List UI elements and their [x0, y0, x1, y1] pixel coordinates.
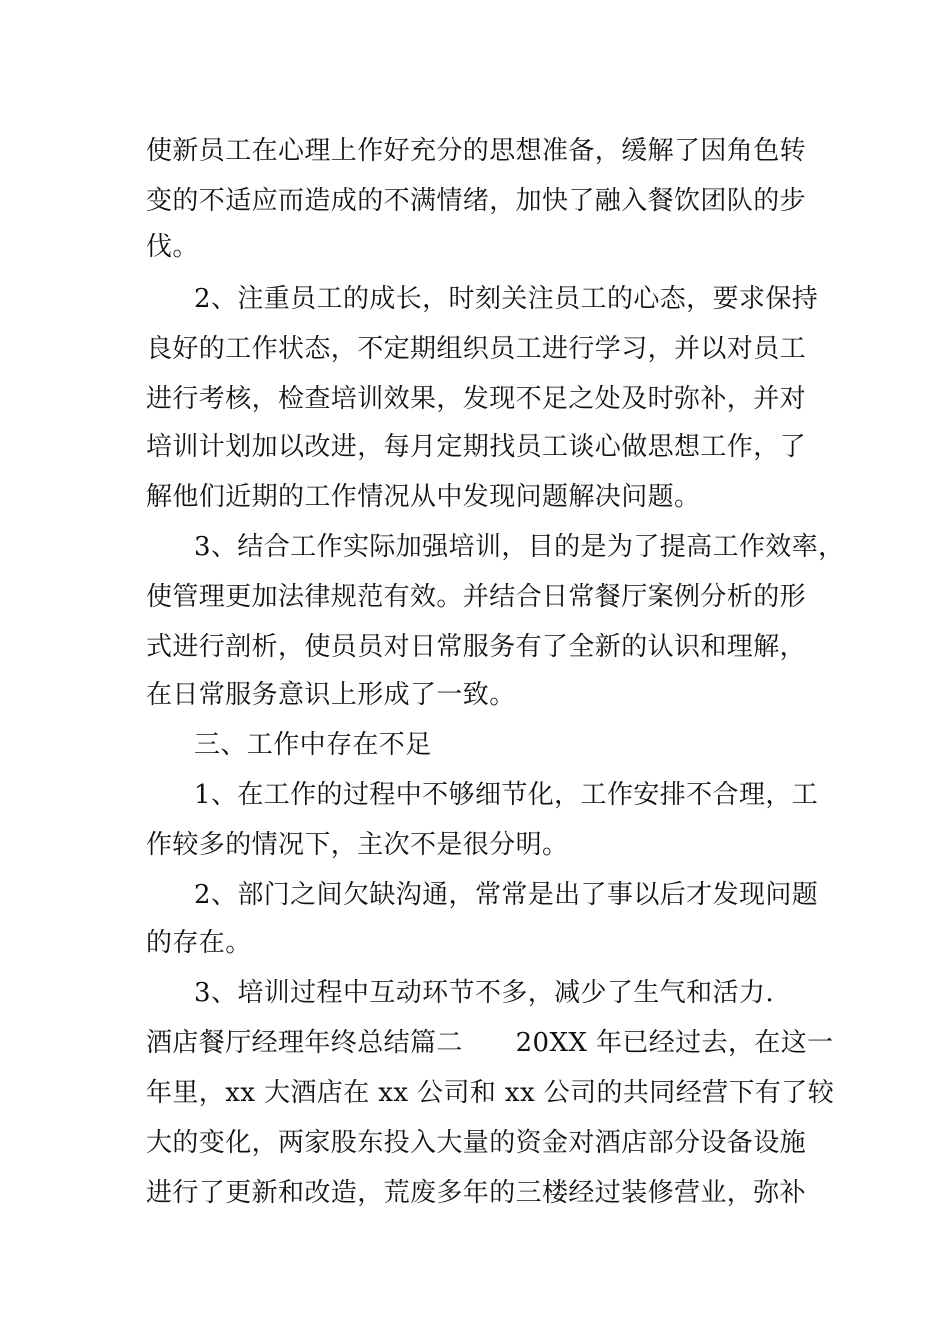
text-line: 作较多的情况下，主次不是很分明。	[146, 830, 569, 860]
text-line: 使新员工在心理上作好充分的思想准备，缓解了因角色转	[146, 136, 807, 166]
section-heading: 三、工作中存在不足	[194, 730, 432, 760]
text-line: 酒店餐厅经理年终总结篇二 20XX 年已经过去，在这一	[146, 1028, 834, 1058]
text-line: 年里，xx 大酒店在 xx 公司和 xx 公司的共同经营下有了较	[146, 1078, 835, 1108]
text-line: 良好的工作状态，不定期组织员工进行学习，并以对员工	[146, 334, 807, 364]
text-line: 大的变化，两家股东投入大量的资金对酒店部分设备设施	[146, 1128, 807, 1158]
text-line: 进行考核，检查培训效果，发现不足之处及时弥补，并对	[146, 384, 807, 414]
text-line: 伐。	[146, 232, 199, 262]
text-line: 在日常服务意识上形成了一致。	[146, 680, 516, 710]
text-line: 式进行剖析，使员员对日常服务有了全新的认识和理解，	[146, 632, 807, 662]
text-line: 2、部门之间欠缺沟通，常常是出了事以后才发现问题	[194, 880, 819, 910]
text-line: 3、培训过程中互动环节不多，减少了生气和活力.	[194, 978, 775, 1008]
text-line: 的存在。	[146, 928, 252, 958]
text-line: 2、注重员工的成长，时刻关注员工的心态，要求保持	[194, 284, 819, 314]
text-line: 变的不适应而造成的不满情绪，加快了融入餐饮团队的步	[146, 186, 807, 216]
text-line: 1、在工作的过程中不够细节化，工作安排不合理，工	[194, 780, 819, 810]
text-line: 使管理更加法律规范有效。并结合日常餐厅案例分析的形	[146, 582, 807, 612]
text-line: 进行了更新和改造，荒废多年的三楼经过装修营业，弥补	[146, 1178, 807, 1208]
text-line: 解他们近期的工作情况从中发现问题解决问题。	[146, 482, 701, 512]
text-line: 培训计划加以改进，每月定期找员工谈心做思想工作，了	[146, 432, 807, 462]
text-line: 3、结合工作实际加强培训，目的是为了提高工作效率，	[194, 532, 845, 562]
